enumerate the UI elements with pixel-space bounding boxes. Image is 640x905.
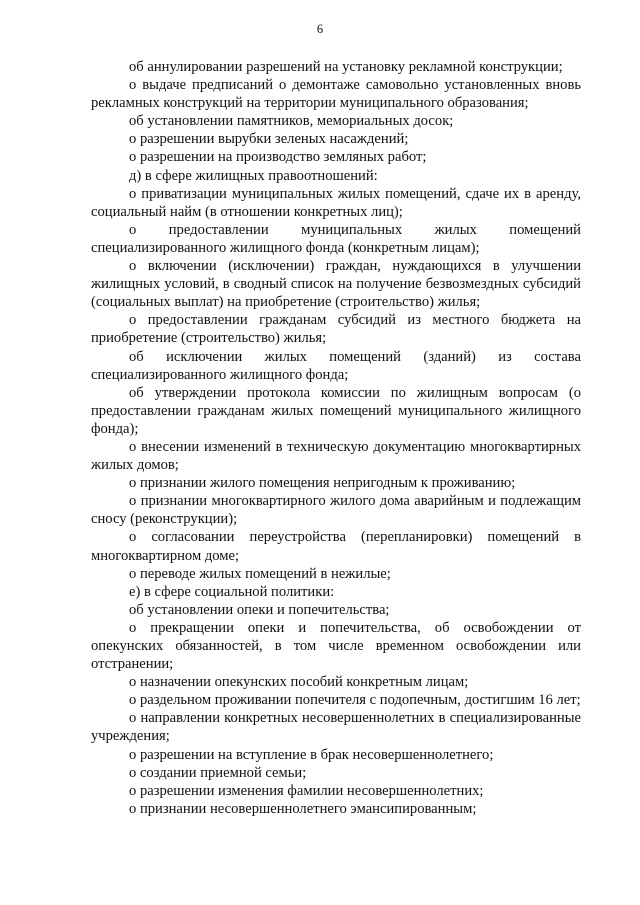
document-body — [91, 58, 581, 818]
paragraph: о приватизации муниципальных жилых помещений, сдаче их в аренду, социальный найм (в отношении конкретных лиц); — [91, 185, 581, 220]
paragraph: о раздельном проживании попечителя с подопечным, достигшим 16 лет; — [129, 692, 581, 709]
paragraph: о назначении опекунских пособий конкретным лицам; — [129, 674, 469, 691]
paragraph: об утверждении протокола комиссии по жилищным вопросам (о предоставлении гражданам жилых помещений муниципального жилищного фонда); — [91, 384, 581, 437]
paragraph: о разрешении вырубки зеленых насаждений; — [129, 131, 409, 148]
paragraph: о признании несовершеннолетнего эмансипированным; — [129, 800, 477, 817]
paragraph: о создании приемной семьи; — [129, 764, 307, 781]
paragraph: о разрешении на вступление в брак несовершеннолетнего; — [129, 746, 494, 763]
paragraph: о предоставлении гражданам субсидий из местного бюджета на приобретение (строительство) жилья; — [91, 312, 581, 347]
section-heading: е) в сфере социальной политики: — [129, 583, 335, 600]
paragraph: о включении (исключении) граждан, нуждающихся в улучшении жилищных условий, в сводный список на получение безвозмездных субсидий (социальных выплат) на приобретение (строительство) жилья; — [91, 258, 581, 311]
paragraph: о прекращении опеки и попечительства, об освобождении от опекунских обязанностей, в том числе временном освобождении или отстранении; — [91, 619, 581, 673]
paragraph: о выдаче предписаний о демонтаже самовольно установленных вновь рекламных конструкций на территории муниципального образования; — [91, 77, 581, 112]
paragraph: о признании многоквартирного жилого дома аварийным и подлежащим сносу (реконструкции); — [91, 493, 581, 528]
paragraph: о внесении изменений в техническую документацию многоквартирных жилых домов; — [91, 438, 581, 474]
paragraph: о признании жилого помещения непригодным к проживанию; — [129, 475, 516, 492]
section-heading: д) в сфере жилищных правоотношений: — [129, 167, 378, 184]
paragraph: о переводе жилых помещений в нежилые; — [129, 565, 391, 582]
paragraph: о согласовании переустройства (перепланировки) помещений в многоквартирном доме; — [91, 529, 581, 564]
paragraph: о разрешении изменения фамилии несовершеннолетних; — [129, 782, 484, 799]
paragraph: о предоставлении муниципальных жилых помещений специализированного жилищного фонда (конкретным лицам); — [91, 221, 581, 256]
paragraph: об установлении памятников, мемориальных досок; — [129, 113, 454, 130]
paragraph: о разрешении на производство земляных работ; — [129, 149, 427, 166]
paragraph: об исключении жилых помещений (зданий) из состава специализированного жилищного фонда; — [91, 348, 581, 383]
paragraph: о направлении конкретных несовершеннолетних в специализированные учреждения; — [91, 710, 581, 745]
paragraph: об аннулировании разрешений на установку рекламной конструкции; — [129, 59, 563, 75]
paragraph: об установлении опеки и попечительства; — [129, 601, 390, 618]
page-number: 6 — [316, 22, 324, 36]
